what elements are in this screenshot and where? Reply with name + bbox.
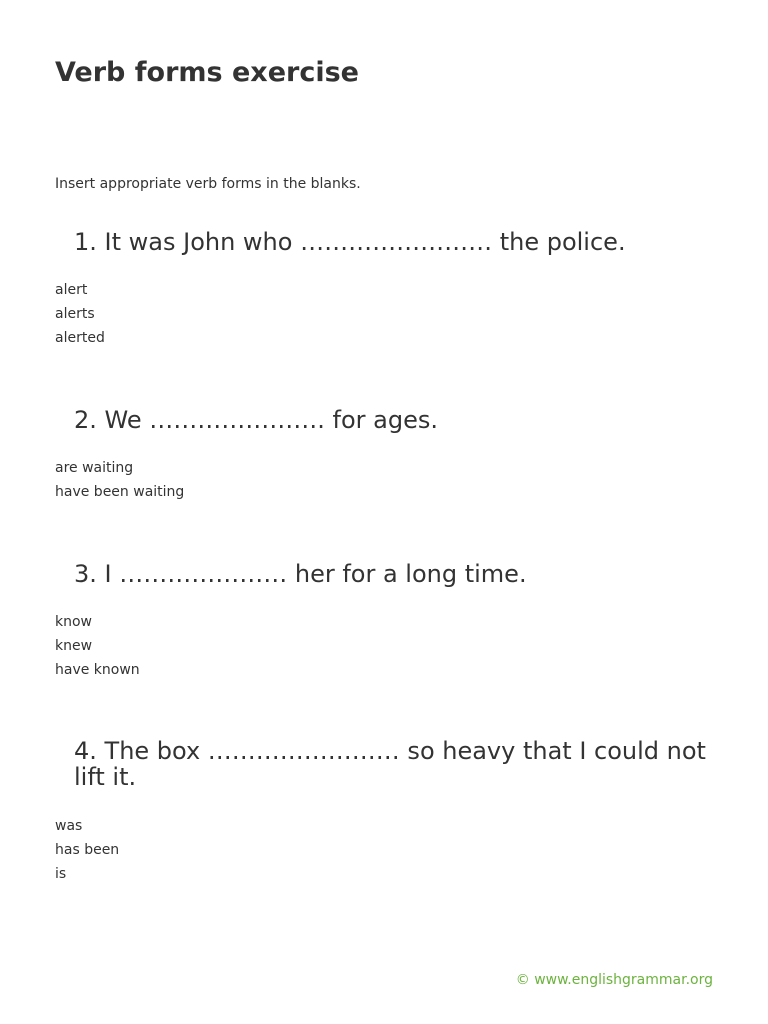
- question-2-options: [55, 456, 184, 504]
- option-alert: alert: [55, 282, 88, 298]
- option-has-been: has been: [55, 842, 120, 858]
- option-alerts: alerts: [55, 306, 95, 322]
- question-4-options: [55, 814, 119, 886]
- question-3-options: [55, 610, 140, 682]
- option-alerted: alerted: [55, 330, 105, 346]
- footer-copyright: © www.englishgrammar.org: [515, 972, 713, 988]
- option-was: was: [55, 818, 83, 834]
- question-1-options: [55, 278, 105, 350]
- question-4: 4. The box …………………… so heavy that I could not lift it.: [74, 737, 706, 791]
- option-knew: knew: [55, 638, 93, 654]
- option-know: know: [55, 614, 92, 630]
- option-have-been-waiting: have been waiting: [55, 484, 185, 500]
- page-title: Verb forms exercise: [55, 57, 359, 88]
- question-2: 2. We …………………. for ages.: [74, 406, 438, 434]
- question-3: 3. I ………………… her for a long time.: [74, 560, 527, 588]
- question-1: 1. It was John who …………………… the police.: [74, 228, 626, 256]
- option-are-waiting: are waiting: [55, 460, 134, 476]
- option-have-known: have known: [55, 662, 140, 678]
- option-is: is: [55, 866, 67, 882]
- instructions-text: Insert appropriate verb forms in the blanks.: [55, 176, 361, 192]
